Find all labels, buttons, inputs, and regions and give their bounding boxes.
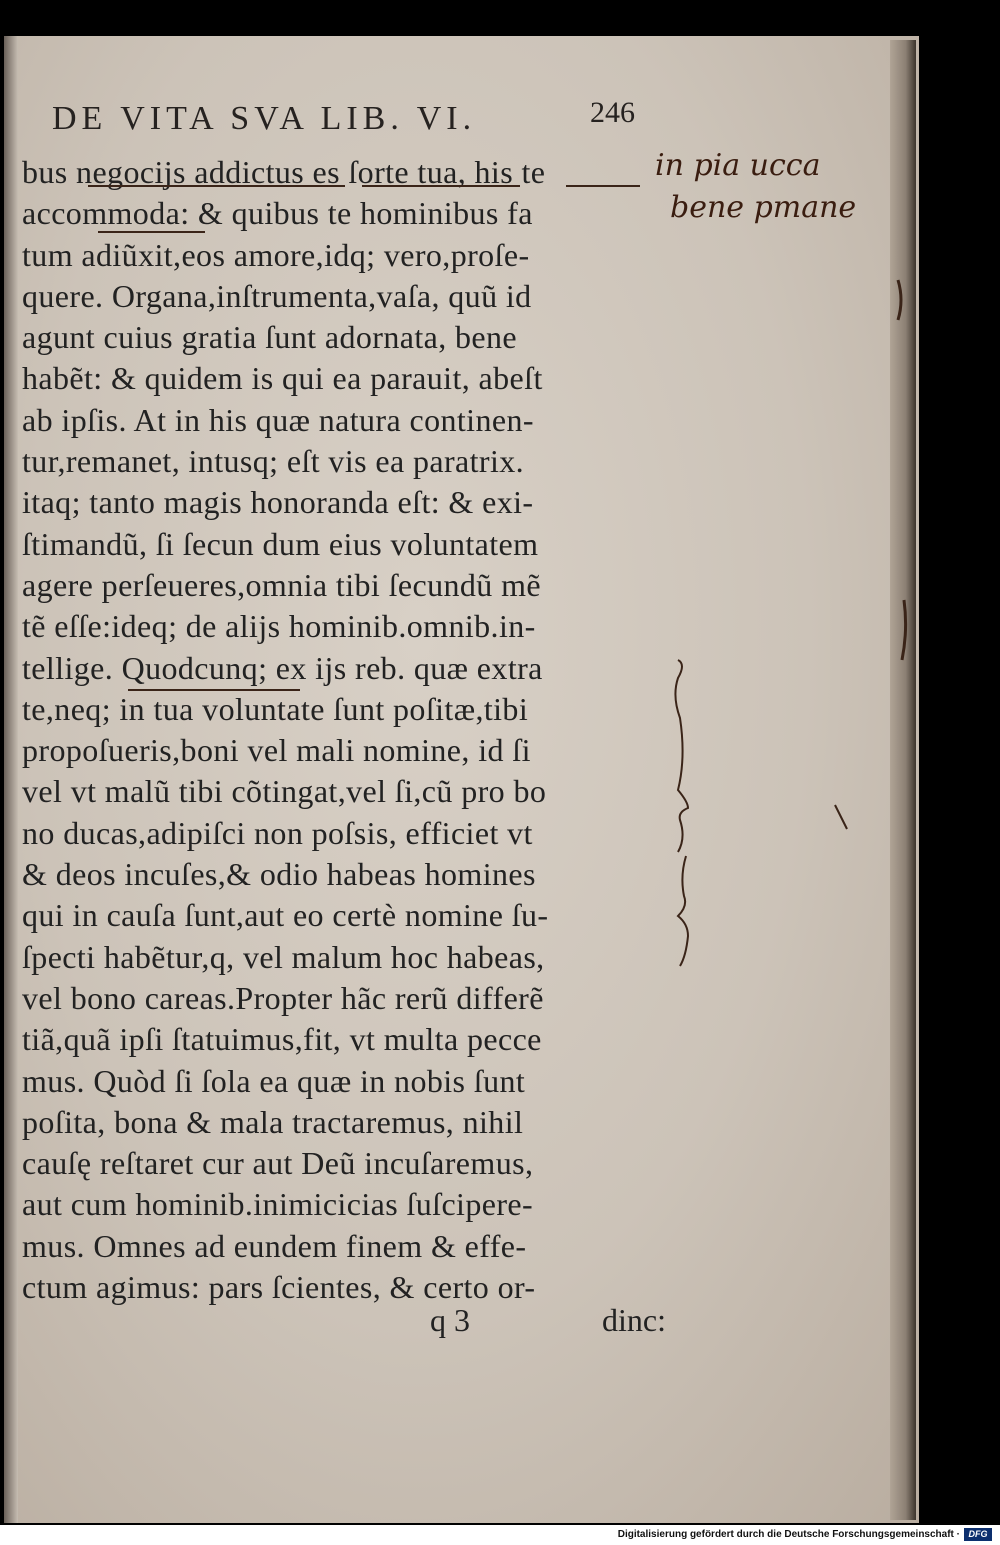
text-line: ſpecti habẽtur,q, vel malum hoc habeas, — [22, 938, 545, 975]
text-line: qui in cauſa ſunt,aut eo certè nomine ſu- — [22, 897, 549, 934]
text-line: & deos incuſes,& odio habeas homines — [22, 856, 536, 893]
text-line: tum adiũxit,eos amore,idq; vero,proſe- — [22, 236, 530, 273]
bracket-mark — [675, 660, 688, 852]
text-line: ctum agimus: pars ſcientes, & certo or- — [22, 1269, 536, 1306]
marginal-note-line-2: bene pmane — [670, 190, 857, 225]
signature-mark: q 3 — [430, 1302, 470, 1338]
text-line: tẽ eſſe:ideq; de alijs hominib.omnib.in- — [22, 608, 536, 645]
text-line: quere. Organa,inſtrumenta,vaſa, quũ id — [22, 277, 532, 314]
text-line: agunt cuius gratia ſunt adornata, bene — [22, 319, 518, 356]
text-line: accommoda: & quibus te hominibus fa — [22, 195, 533, 232]
text-line: tellige. Quodcunq; ex ijs reb. quæ extra — [22, 649, 543, 686]
catchword: dinc: — [602, 1302, 666, 1338]
text-line: poſita, bona & mala tractaremus, nihil — [22, 1103, 524, 1140]
text-line: vel bono careas.Propter hãc rerũ differẽ — [22, 979, 544, 1016]
text-line: vel vt malũ tibi cõtingat,vel ſi,cũ pro bo — [22, 773, 547, 810]
dfg-logo: DFG — [964, 1528, 992, 1541]
text-line: agere perſeueres,omnia tibi ſecundũ mẽ — [22, 566, 541, 603]
text-line: cauſę reſtaret cur aut Deũ incuſaremus, — [22, 1145, 534, 1182]
running-head: DE VITA SVA LIB. VI. — [52, 100, 477, 137]
text-line: aut cum hominib.inimicicias ſuſcipere- — [22, 1186, 534, 1223]
text-line: habẽt: & quidem is qui ea parauit, abeſt — [22, 360, 543, 397]
text-line: tiã,quã ipſi ſtatuimus,fit, vt multa pecce — [22, 1021, 542, 1058]
text-line: bus negocijs addictus es ſorte tua, his te — [22, 154, 546, 190]
text-line: itaq; tanto magis honoranda eſt: & exi- — [22, 484, 534, 521]
ink-stroke — [835, 805, 847, 829]
text-line: propoſueris,boni vel mali nomine, id ſi — [22, 732, 531, 769]
ink-stroke — [902, 600, 906, 660]
text-line: tur,remanet, intusq; eſt vis ea paratrix. — [22, 443, 525, 480]
text-line: te,neq; in tua voluntate ſunt poſitæ,tibi — [22, 690, 529, 727]
text-line: ab ipſis. At in his quæ natura continen- — [22, 401, 534, 438]
footer-credit: Digitalisierung gefördert durch die Deutsche Forschungsgemeinschaft · — [617, 1529, 960, 1540]
page-number: 246 — [590, 96, 635, 129]
bracket-mark — [678, 856, 688, 966]
ink-stroke — [898, 280, 901, 320]
marginal-note-line-1: in pia ucca — [655, 148, 821, 183]
text-line: mus. Omnes ad eundem finem & effe- — [22, 1227, 527, 1264]
text-line: ſtimandũ, ſi ſecun dum eius voluntatem — [22, 525, 539, 562]
text-line: no ducas,adipiſci non poſsis, efficiet vt — [22, 814, 533, 851]
text-line: mus. Quòd ſi ſola ea quæ in nobis ſunt — [22, 1062, 526, 1099]
